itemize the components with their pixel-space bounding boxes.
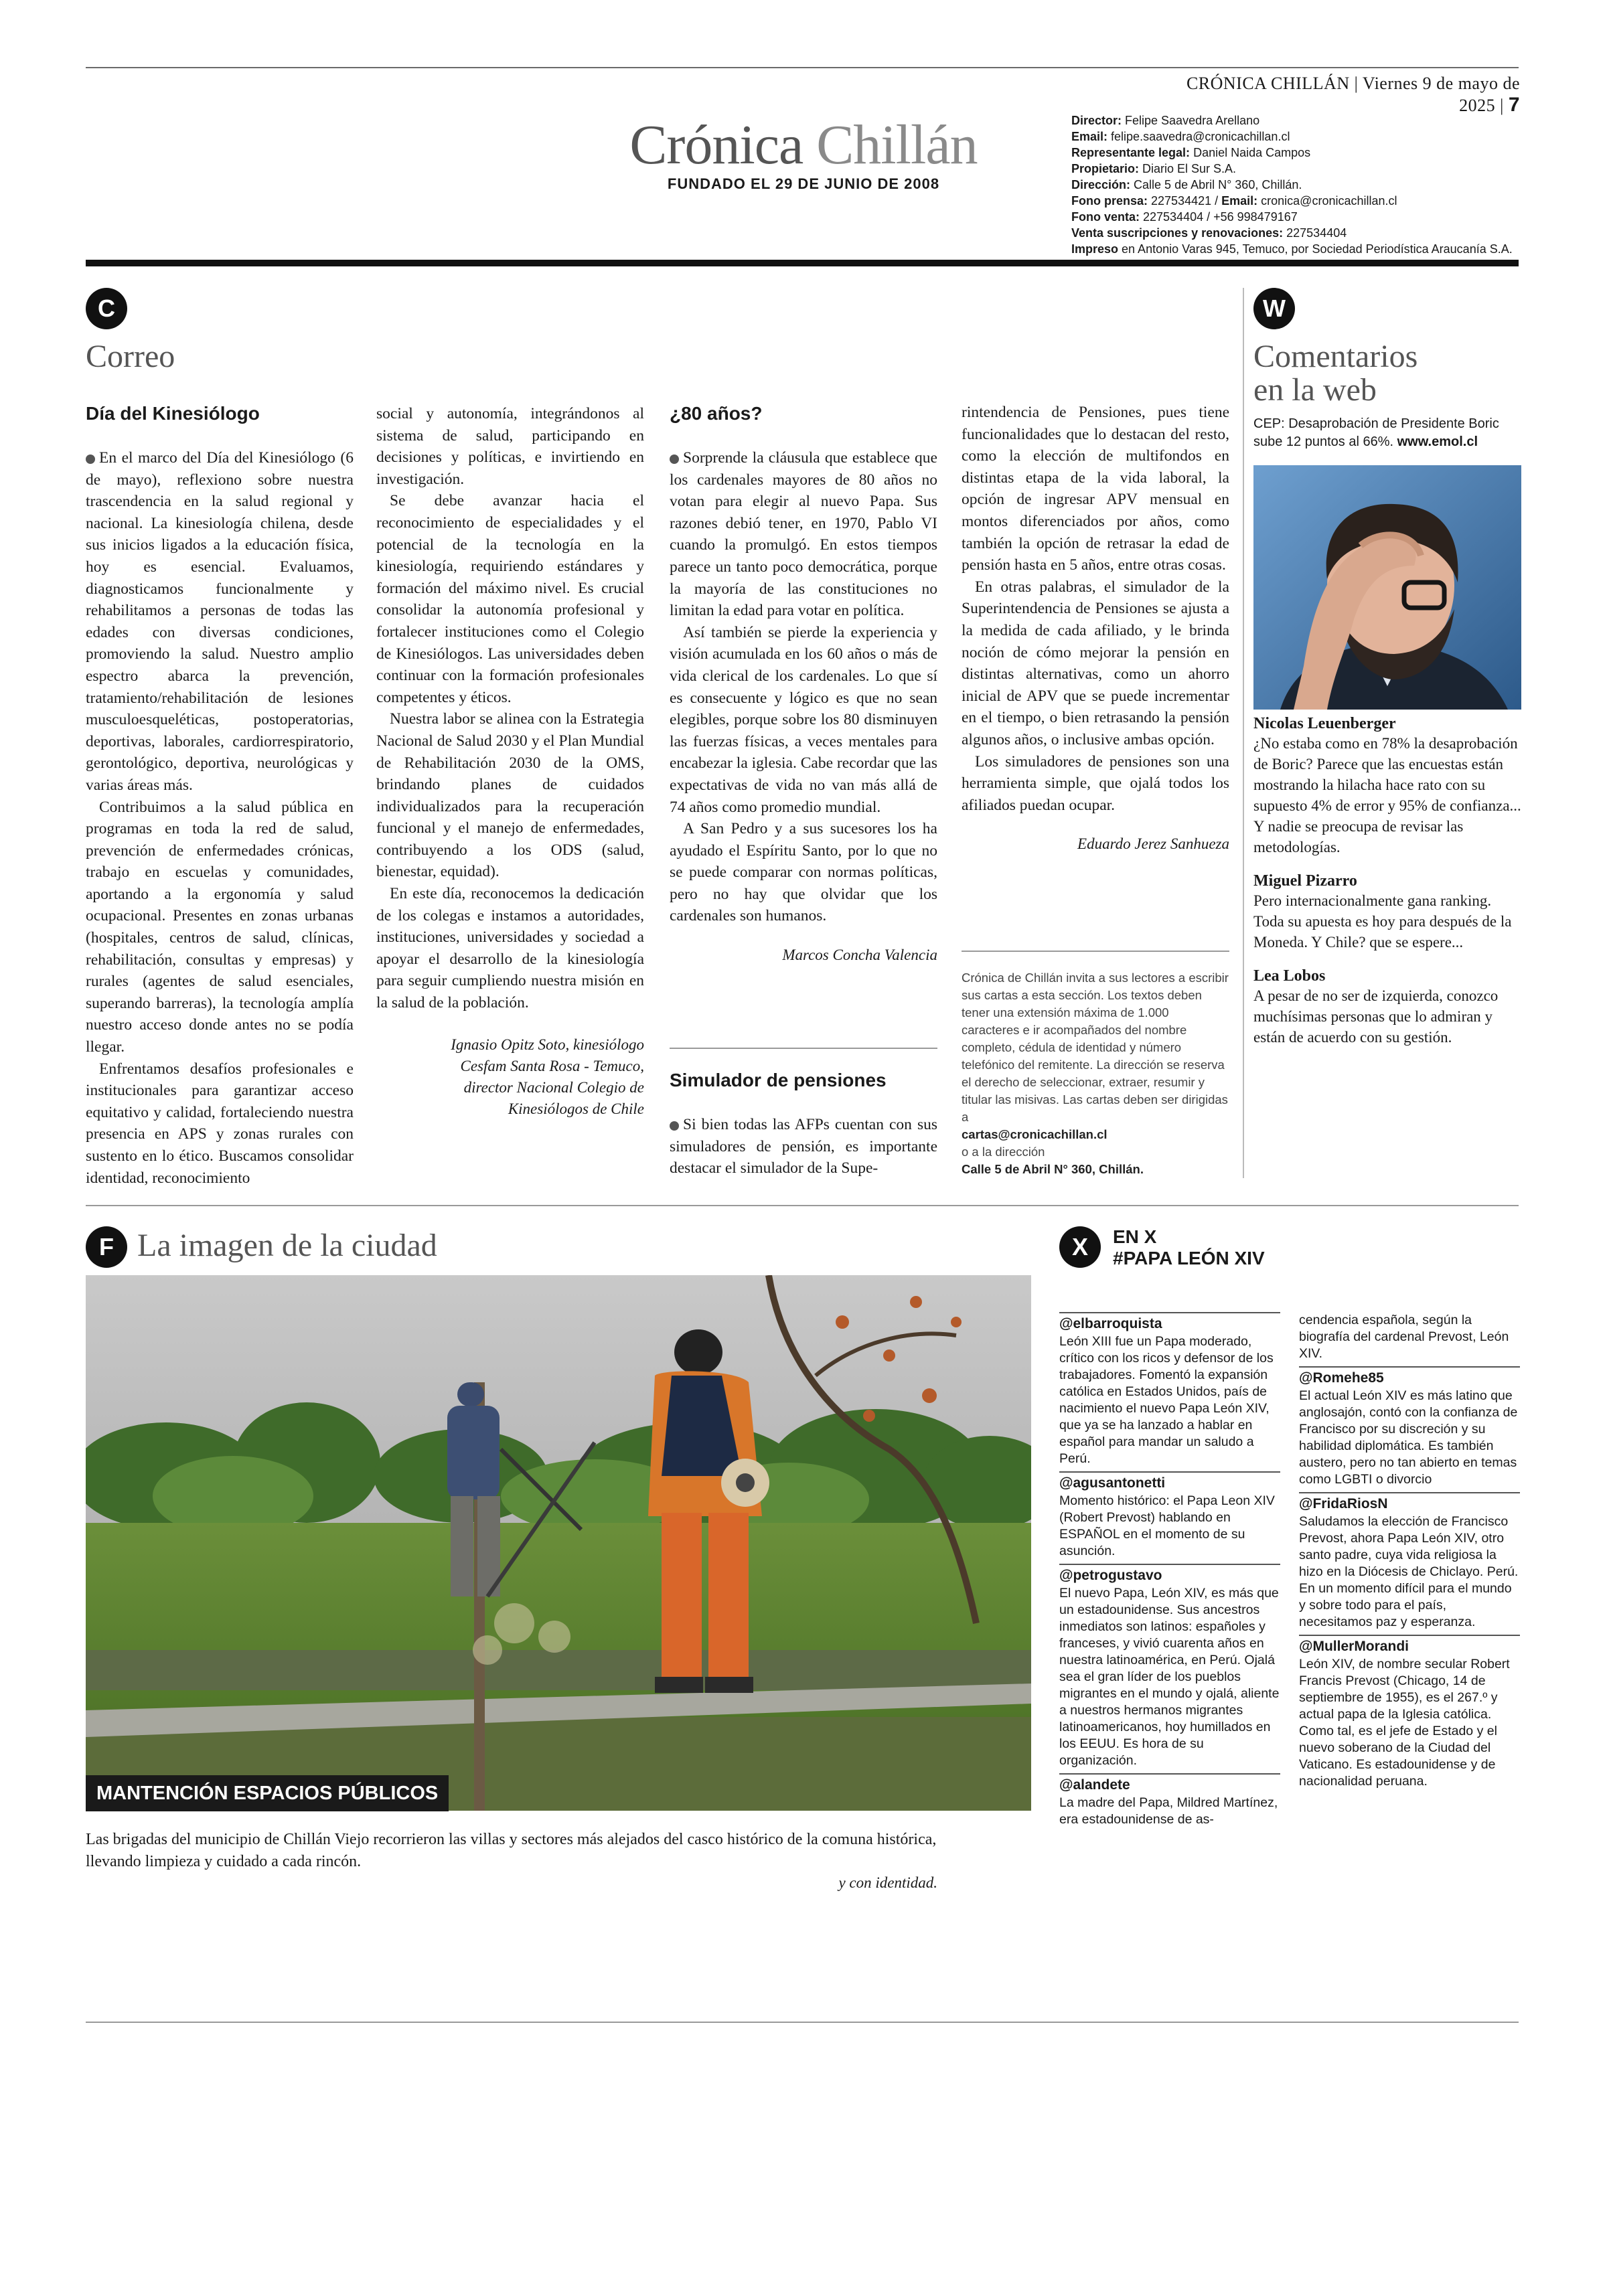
bullet-icon: [670, 455, 679, 464]
x-post-continuation: cendencia española, según la biografía del cardenal Prevost, León XIV.: [1299, 1313, 1509, 1361]
staff-line: Fono venta: 227534404 / +56 998479167: [1071, 210, 1298, 224]
staff-line: Impreso en Antonio Varas 945, Temuco, por Sociedad Periodística Araucanía S.A.: [1071, 242, 1513, 256]
notice-address: Calle 5 de Abril N° 360, Chillán.: [962, 1162, 1144, 1176]
x-post-handle[interactable]: @FridaRiosN: [1299, 1492, 1520, 1512]
x-post-text: León XIV, de nombre secular Robert Francis Prevost (Chicago, 14 de septiembre de 1955), es el 267.º y actual papa de la Iglesia católica. Como tal, es el jefe de Estado y el nuevo soberano de la Ciudad del Vaticano. Es estadounidense y de nacionalidad peruana.: [1299, 1657, 1510, 1789]
letter1-paragraph: En este día, reconocemos la dedicación de los colegas e instamos a autoridades, instituciones, universidades y sociedad a apoyar el desarrollo de la kinesiología para seguir cumpliendo nuestra misión en la salud de la población.: [376, 885, 644, 1012]
x-post-handle[interactable]: @elbarroquista: [1059, 1312, 1280, 1332]
notice-text: Crónica de Chillán invita a sus lectores a escribir sus cartas a esta sección. Los textos deben tener una extensión máxima de 1.000 caracteres e ir acompañados del nombre completo, cédula de identidad y número telefónico del remitente. La dirección se reserva el derecho de seleccionar, extraer, resumir y titular las misivas. Las cartas deben ser dirigidas a: [962, 971, 1229, 1124]
photo-caption-signature: y con identidad.: [838, 1874, 937, 1891]
x-post-handle[interactable]: @alandete: [1059, 1773, 1280, 1793]
commenter-name: Lea Lobos: [1253, 967, 1326, 985]
letter3-paragraph: Si bien todas las AFPs cuentan con sus simuladores de pensión, es importante destacar el simulador de la Supe-: [670, 1116, 937, 1177]
letter1-paragraph: social y autonomía, integrándonos al sistema de salud, participando en decisiones y políticas, e invirtiendo en investigación.: [376, 405, 644, 488]
letter2-headline: ¿80 años?: [670, 403, 763, 424]
letter1-column-2: [376, 403, 644, 1120]
correo-section-title: Correo: [86, 339, 175, 374]
masthead-logo: [603, 112, 1004, 177]
letter1-column-1: [86, 447, 354, 1189]
letter3-paragraph: Los simuladores de pensiones son una herramienta simple, que ojalá todos los afiliados puedan ocupar.: [962, 752, 1229, 814]
letters-notice: [962, 969, 1229, 1178]
top-rule: [86, 67, 1519, 68]
news-photo-portrait: [1253, 465, 1521, 710]
letter1-paragraph: En el marco del Día del Kinesiólogo (6 de mayo), reflexiono sobre nuestra trascendencia en la salud regional y nacional. La kinesiología chilena, desde sus inicios ligados a la educación física, hoy es esencial. Evaluamos, diagnosticamos funcionalmente y rehabilitamos a personas de todas las edades con diversas condiciones, promoviendo la salud. Nuestro amplio espectro abarca la prevención, tratamiento/rehabilitación de lesiones musculoesqueléticas, postoperatorias, deportivas, laborales, cardiorrespiratorio, gerontológico, deportiva, neurológicas y varias áreas más.: [86, 449, 354, 794]
x-post-text: Saludamos la elección de Francisco Prevost, ahora Papa León XIV, otro santo padre, cuya vida religiosa la hizo en la Diócesis de Chiclayo. Perú. En un momento difícil para el mundo y sobre todo para el país, necesitamos paz y esperanza.: [1299, 1514, 1519, 1629]
header-thick-rule: [86, 260, 1519, 266]
comment-text: Pero internacionalmente gana ranking. Toda su apuesta es hoy para después de la Moneda. Y Chile? que se espere...: [1253, 892, 1512, 951]
web-badge: W: [1253, 288, 1295, 329]
comment-text: ¿No estaba como en 78% la desaprobación de Boric? Parece que las encuestas están mostrando la hilacha hace rato con su supuesto 4% de error y 95% de confianza... Y nadie se preocupa de revisar las metodologías.: [1253, 735, 1521, 855]
letter1-paragraph: Nuestra labor se alinea con la Estrategia Nacional de Salud 2030 y el Plan Mundial de Rehabilitación 2030 de la OMS, brindando planes de cuidados individualizados para la recuperación funcional y el manejo de enfermedades, contribuyendo a los ODS (salud, bienestar, equidad).: [376, 710, 644, 881]
x-post-handle[interactable]: @petrogustavo: [1059, 1564, 1280, 1584]
masthead-word-2: Chillán: [816, 114, 978, 176]
web-intro: [1253, 415, 1521, 451]
web-source-link[interactable]: www.emol.cl: [1397, 434, 1478, 449]
commenter-name: Nicolas Leuenberger: [1253, 715, 1396, 732]
folio-separator: |: [1500, 96, 1509, 115]
x-post-text: La madre del Papa, Mildred Martínez, era estadounidense de as-: [1059, 1795, 1278, 1827]
staff-box: [1071, 112, 1540, 257]
portrait-illustration: [1253, 465, 1521, 710]
letter3-headline: Simulador de pensiones: [670, 1070, 887, 1090]
x-column-2: [1299, 1312, 1520, 1790]
web-intro-text: CEP: Desaprobación de Presidente Boric sube 12 puntos al 66%.: [1253, 416, 1499, 449]
letter1-headline: Día del Kinesiólogo: [86, 403, 260, 424]
bullet-icon: [86, 455, 95, 464]
correo-badge: C: [86, 288, 127, 329]
image-badge: F: [86, 1226, 127, 1268]
folio-separator: |: [1354, 74, 1363, 93]
x-section-title: [1113, 1226, 1265, 1269]
letter2-column: [670, 447, 937, 966]
x-title-line: EN X: [1113, 1226, 1157, 1247]
signature-line: Ignasio Opitz Soto, kinesiólogo: [451, 1036, 644, 1053]
x-column-1: [1059, 1312, 1280, 1828]
letter3-paragraph: En otras palabras, el simulador de la Superintendencia de Pensiones se ajusta a la medida de cada afiliado, y le brinda noción de cómo mejorar la pensión en distintas alternativas, como un ahorro inicial de APV que se puede incrementar en el tiempo, o bien retrasando la pensión algunos años, o inclusive ambas opción.: [962, 578, 1229, 748]
staff-line: Director: Felipe Saavedra Arellano: [1071, 114, 1260, 127]
photo-caption: Las brigadas del municipio de Chillán Viejo recorrieron las villas y sectores más alejados del casco histórico de la comuna histórica, llevando limpieza y cuidado a cada rincón.: [86, 1831, 937, 1870]
masthead-word-1: Crónica: [629, 114, 804, 176]
letter3-column-1: [670, 1114, 937, 1179]
section-divider: [86, 1205, 1519, 1206]
founded-line: FUNDADO EL 29 DE JUNIO DE 2008: [667, 175, 940, 192]
letter2-signature: Marcos Concha Valencia: [782, 947, 937, 964]
letter3-column-2: [962, 402, 1229, 855]
city-photo-illustration: [86, 1275, 1031, 1811]
letter2-paragraph: A San Pedro y a sus sucesores los ha ayudado el Espíritu Santo, por lo que no se puede comparar con normas políticas, pero no hay que olvidar que los cardenales son humanos.: [670, 820, 937, 925]
letter2-paragraph: Sorprende la cláusula que establece que los cardenales mayores de 80 años no votan para elegir al nuevo Papa. Sus razones debió tener, en 1970, Pablo VI cuando la promulgó. En estos tiempos parece un tanto poco democrática, porque la mayoría de las constituciones no limitan la edad para votar en política.: [670, 449, 937, 620]
x-title-line: #PAPA LEÓN XIV: [1113, 1248, 1265, 1268]
signature-line: Cesfam Santa Rosa - Temuco,: [460, 1057, 644, 1074]
column-rule: [1243, 288, 1244, 1178]
x-post-text: El actual León XIV es más latino que anglosajón, contó con la confianza de Francisco por su discreción y su habilidad diplomática. Es también austero, pero no tan abierto en temas como LGBTI o divorcio: [1299, 1388, 1518, 1487]
letter3-paragraph: rintendencia de Pensiones, pues tiene funcionalidades que lo destacan del resto, como la elección de multifondos en distintas etapa de la vida laboral, la opción de ingresar APV mensual en montos diferenciados por años, como también la opción de retrasar la edad de pensión hasta en 5 años, entre otras cosas.: [962, 404, 1229, 574]
x-post-handle[interactable]: @agusantonetti: [1059, 1471, 1280, 1491]
notice-divider: [962, 951, 1229, 952]
staff-line: Email: felipe.saavedra@cronicachillan.cl: [1071, 130, 1290, 143]
letter-divider: [670, 1048, 937, 1049]
letter1-paragraph: Contribuimos a la salud pública en programas en toda la red de salud, prevención de enfermedades crónicas, trabajo en escuelas y comunidades, aportando a la ergonomía y salud ocupacional. Presentes en zonas urbanas (hospitales, centros de salud, clínicas, rehabilitación, consultas y empresas) y rurales (agentes de salud esenciales, superando barreras), la tecnología amplía nuestro acceso donde antes no se podía llegar.: [86, 798, 354, 1056]
x-post-handle[interactable]: @MullerMorandi: [1299, 1635, 1520, 1655]
web-comments: [1253, 715, 1521, 1048]
notice-email-link[interactable]: cartas@cronicachillan.cl: [962, 1127, 1107, 1141]
letter1-signature: [376, 1034, 644, 1120]
page-number: 7: [1508, 94, 1520, 116]
commenter-name: Miguel Pizarro: [1253, 872, 1357, 890]
x-post-text: León XIII fue un Papa moderado, crítico con los ricos y defensor de los trabajadores. Fomentó la expansión católica en Estados Unidos, país de nacimiento el nuevo Papa León XIV, que ya se ha lanzado a hablar en español para mandar un saludo a Perú.: [1059, 1334, 1274, 1466]
signature-line: director Nacional Colegio de: [463, 1078, 644, 1096]
web-section-title: [1253, 340, 1418, 407]
staff-line: Propietario: Diario El Sur S.A.: [1071, 162, 1237, 175]
letter1-paragraph: Se debe avanzar hacia el reconocimiento de especialidades y el potencial de la tecnología en la kinesiología, requiriendo estándares y formación del máximo nivel. Es crucial consolidar la autonomía profesional y fortalecer instituciones como el Colegio de Kinesiólogos. Las universidades deben continuar con la formación profesionales competentes y éticos.: [376, 492, 644, 706]
city-photo: [86, 1275, 1031, 1811]
staff-line: Dirección: Calle 5 de Abril N° 360, Chillán.: [1071, 178, 1302, 191]
web-title-line: Comentarios: [1253, 339, 1418, 374]
folio-paper: CRÓNICA CHILLÁN: [1186, 74, 1350, 93]
staff-line: Representante legal: Daniel Naida Campos: [1071, 146, 1311, 159]
staff-line: Fono prensa: 227534421 / Email: cronica@cronicachillan.cl: [1071, 194, 1397, 208]
letter3-signature: Eduardo Jerez Sanhueza: [1077, 835, 1229, 853]
photo-label: MANTENCIÓN ESPACIOS PÚBLICOS: [86, 1775, 449, 1811]
bullet-icon: [670, 1121, 679, 1131]
notice-or: o a la dirección: [962, 1145, 1045, 1159]
bottom-rule: [86, 2022, 1519, 2023]
folio-date: Viernes 9 de mayo de 2025: [1362, 74, 1520, 115]
x-badge: X: [1059, 1226, 1101, 1268]
page-folio: [1172, 74, 1520, 116]
x-post-text: El nuevo Papa, León XIV, es más que un estadounidense. Sus ancestros inmediatos son latinos: españoles y franceses, y vivió cuarenta años en nuestra latinoamérica, en Perú. Ojalá sea el gran líder de los pueblos migrantes en el mundo y ojalá, aliente a nuestros hermanos migrantes latinoamericanos, hoy humillados en los EEUU. Es hora de su organización.: [1059, 1586, 1280, 1768]
x-post-handle[interactable]: @Romehe85: [1299, 1366, 1520, 1386]
letter2-paragraph: Así también se pierde la experiencia y visión acumulada en los 60 años o más de vida clerical de los cardenales. Lo que sí es consecuente y lógico es que no sean elegibles, porque sobre los 80 disminuyen las fuerzas físicas, a veces mentales para encabezar la iglesia. Cabe recordar que las expectativas de vida no van más allá de 74 años como promedio mundial.: [670, 623, 937, 816]
staff-line: Venta suscripciones y renovaciones: 227534404: [1071, 226, 1347, 240]
signature-line: Kinesiólogos de Chile: [508, 1100, 644, 1117]
x-post-text: Momento histórico: el Papa Leon XIV (Robert Prevost) hablando en ESPAÑOL en el momento de su asunción.: [1059, 1493, 1275, 1558]
letter1-paragraph: Enfrentamos desafíos profesionales e institucionales para garantizar acceso equitativo y calidad, fortaleciendo nuestra presencia en APS y zonas rurales con sustento en lo ético. Buscamos consolidar identidad, reconocimiento: [86, 1060, 354, 1187]
image-section-title: La imagen de la ciudad: [137, 1228, 437, 1263]
web-title-line: en la web: [1253, 372, 1377, 408]
comment-text: A pesar de no ser de izquierda, conozco muchísimas personas que lo admiran y están de acuerdo con su gestión.: [1253, 987, 1499, 1046]
